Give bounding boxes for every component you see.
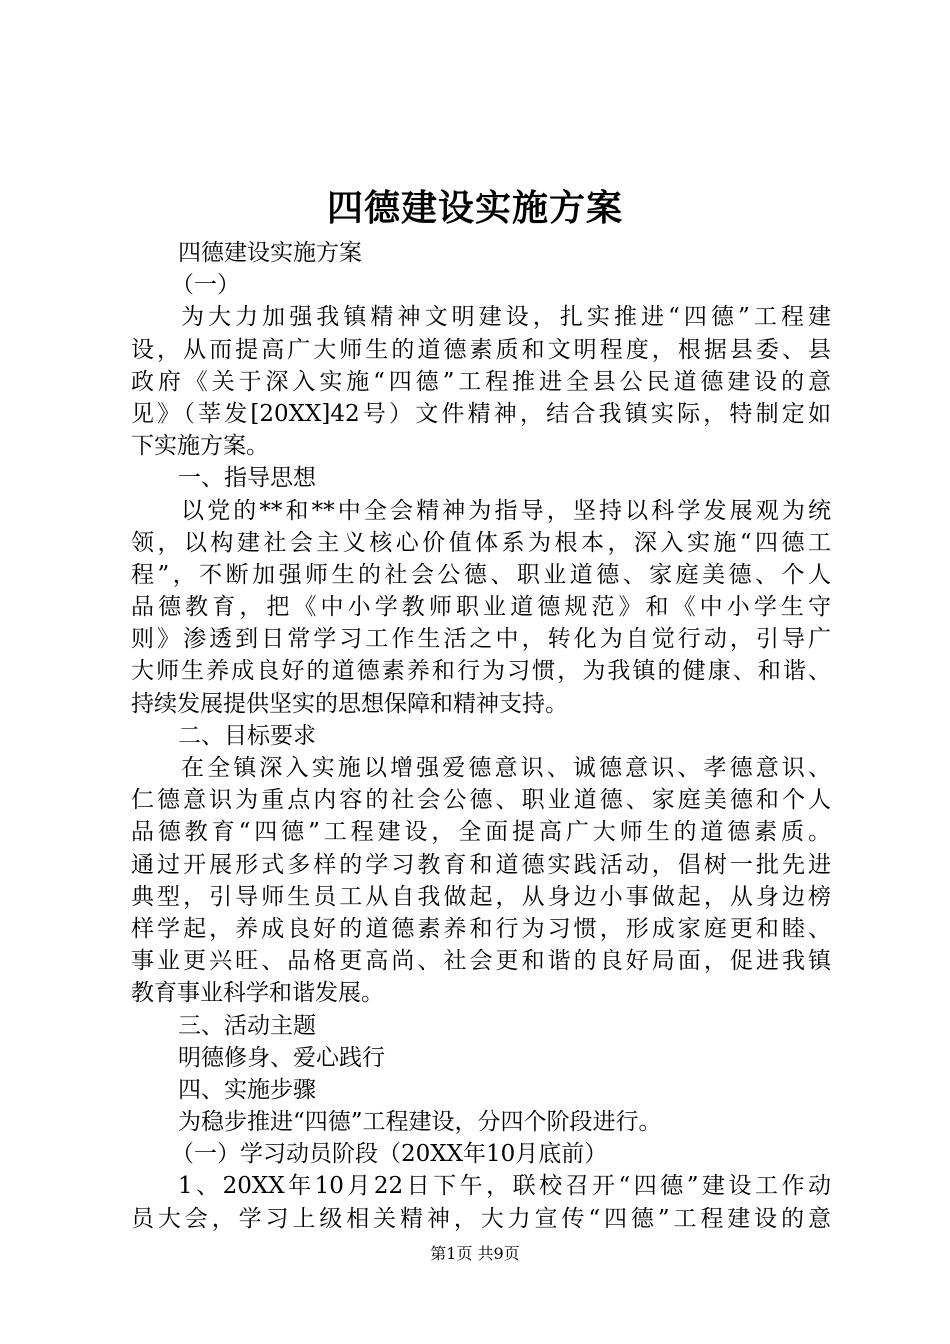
text-line: 为大力加强我镇精神文明建设，扎实推进“四德”工程建	[181, 304, 831, 331]
text-line: 设，从而提高广大师生的道德素质和文明程度，根据县委、县	[131, 336, 831, 363]
text-line: 品德教育，把《中小学教师职业道德规范》和《中小学生守	[131, 594, 831, 621]
section-heading: 一、指导思想	[178, 465, 316, 492]
subsection-heading: （一）学习动员阶段（20XX年10月底前）	[171, 1141, 608, 1168]
text-line: 明德修身、爱心践行	[178, 1044, 385, 1071]
page-footer: 第1页 共9页	[430, 1244, 520, 1263]
section-heading: 四、实施步骤	[178, 1076, 316, 1103]
text-line: 样学起，养成良好的道德素养和行为习惯，形成家庭更和睦、	[131, 915, 831, 942]
text-line: 大师生养成良好的道德素养和行为习惯，为我镇的健康、和谐、	[131, 658, 831, 685]
text-line: 教育事业科学和谐发展。	[131, 980, 384, 1007]
section-heading: 三、活动主题	[178, 1012, 316, 1039]
document-title: 四德建设实施方案	[326, 187, 623, 229]
text-line: 领，以构建社会主义核心价值体系为根本，深入实施“四德工	[131, 529, 831, 556]
text-line: （一）	[171, 272, 240, 299]
text-line: 仁德意识为重点内容的社会公德、职业道德、家庭美德和个人	[131, 787, 831, 814]
text-line: 四德建设实施方案	[178, 240, 362, 266]
text-line: 以党的**和**中全会精神为指导，坚持以科学发展观为统	[181, 497, 831, 524]
text-line: 在全镇深入实施以增强爱德意识、诚德意识、孝德意识、	[181, 755, 831, 781]
text-line: 品德教育“四德”工程建设，全面提高广大师生的道德素质。	[131, 819, 831, 846]
text-line: 典型，引导师生员工从自我做起，从身边小事做起，从身边榜	[131, 883, 831, 910]
text-line: 员大会，学习上级相关精神，大力宣传“四德”工程建设的意	[131, 1205, 831, 1232]
text-line: 见》（莘发[20XX]42号）文件精神，结合我镇实际，特制定如	[131, 400, 831, 427]
text-line: 事业更兴旺、品格更高尚、社会更和谐的良好局面，促进我镇	[131, 948, 831, 975]
text-line: 为稳步推进“四德”工程建设，分四个阶段进行。	[178, 1109, 662, 1136]
text-line: 1、20XX年10月22日下午，联校召开“四德”建设工作动	[178, 1173, 831, 1200]
section-heading: 二、目标要求	[178, 722, 316, 749]
document-body	[131, 237, 831, 1235]
text-line: 通过开展形式多样的学习教育和道德实践活动，倡树一批先进	[131, 851, 831, 878]
text-line: 程”，不断加强师生的社会公德、职业道德、家庭美德、个人	[131, 561, 831, 588]
text-line: 下实施方案。	[131, 433, 269, 460]
text-line: 持续发展提供坚实的思想保障和精神支持。	[131, 690, 568, 717]
text-line: 则》渗透到日常学习工作生活之中，转化为自觉行动，引导广	[131, 626, 831, 653]
text-line: 政府《关于深入实施“四德”工程推进全县公民道德建设的意	[131, 368, 831, 395]
